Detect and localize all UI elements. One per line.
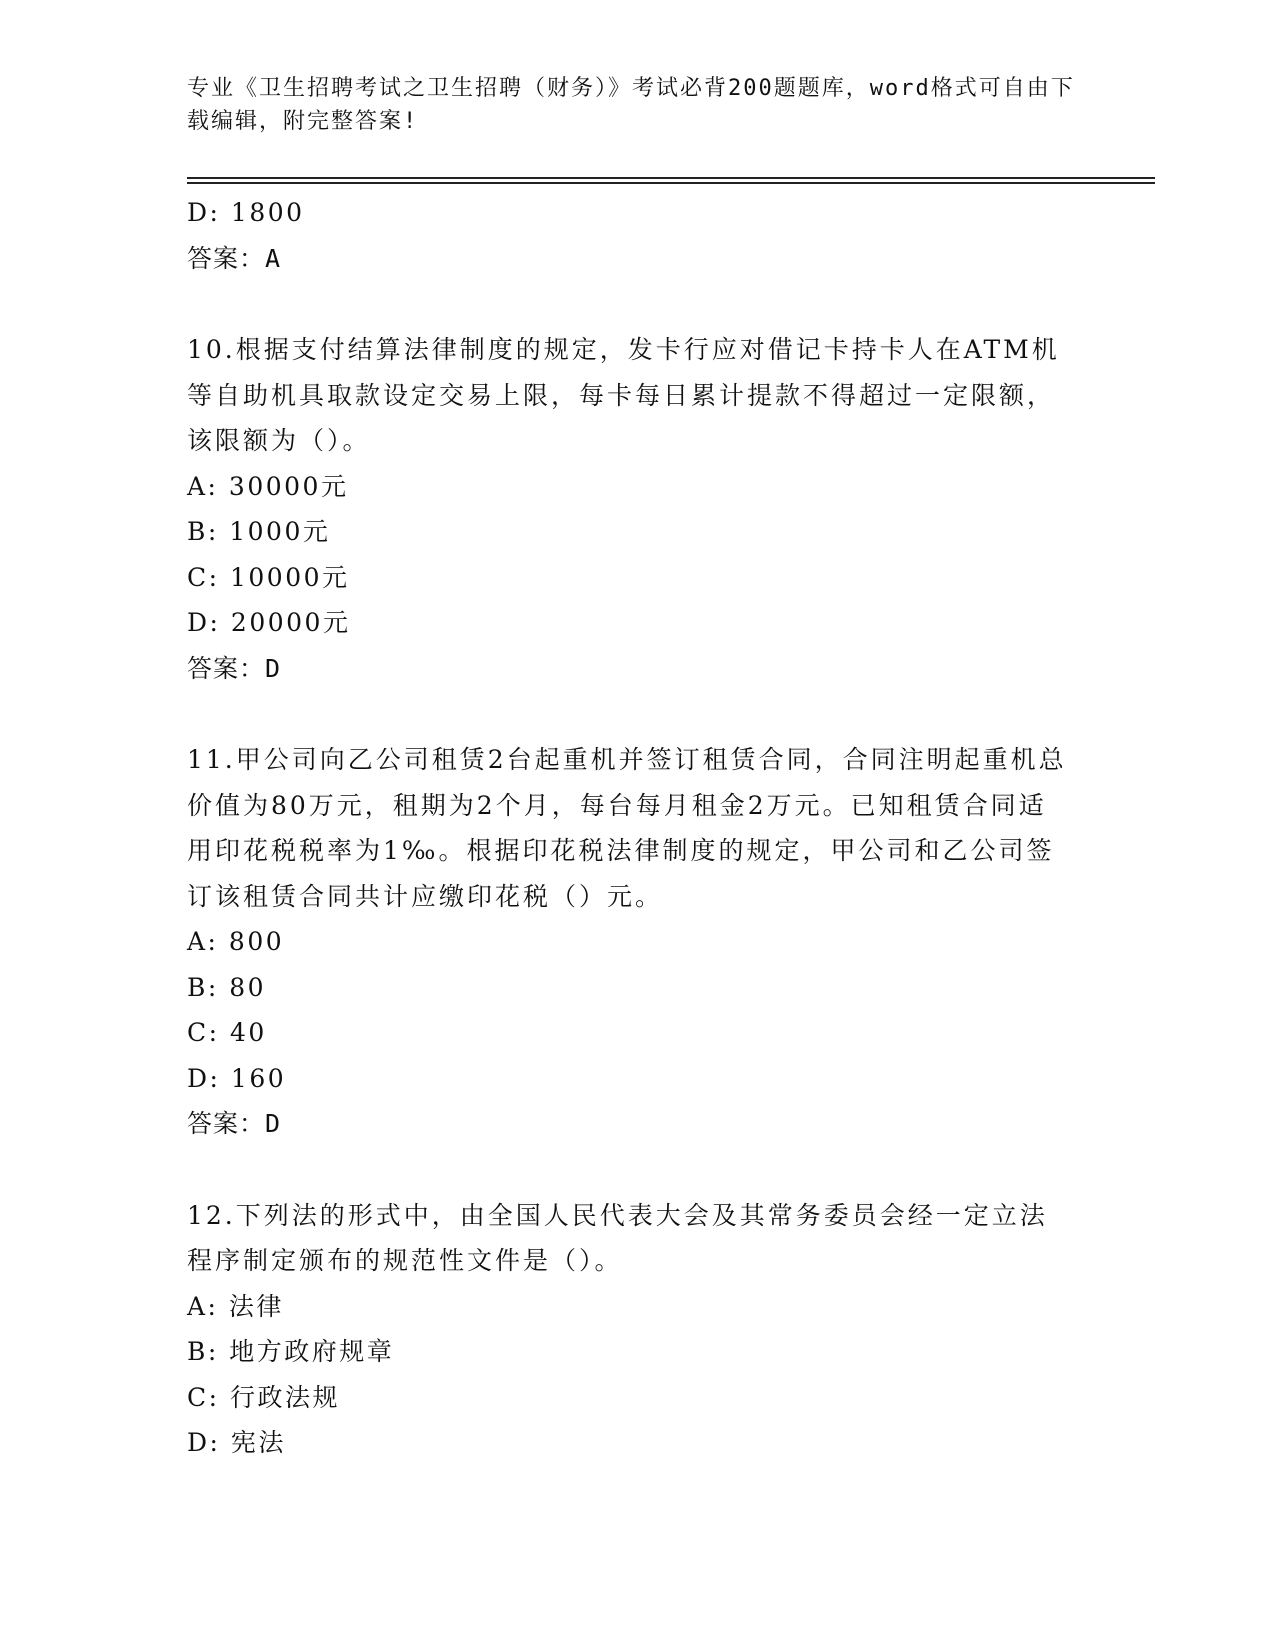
header-divider — [187, 177, 1155, 179]
option-a: A: 800 — [187, 927, 285, 956]
option-b: B: 地方政府规章 — [187, 1337, 395, 1366]
question-10 — [187, 327, 1087, 691]
option-d: D: 160 — [187, 1063, 287, 1093]
answer: 答案：D — [187, 653, 282, 683]
page-header-title: 专业《卫生招聘考试之卫生招聘（财务）》考试必背200题题库，word格式可自由下载编辑，附完整答案! — [187, 76, 1075, 134]
option-c: C: 10000元 — [187, 562, 350, 592]
option-d: D: 20000元 — [187, 608, 351, 637]
prev-answer: 答案：A — [187, 243, 282, 273]
option-a: A: 30000元 — [187, 471, 349, 501]
question-11 — [187, 737, 1087, 1147]
question-text: 10.根据支付结算法律制度的规定，发卡行应对借记卡持卡人在ATM机等自助机具取款设定交易上限，每卡每日累计提款不得超过一定限额，该限额为（）。 — [187, 335, 1060, 455]
option-c: C: 行政法规 — [187, 1382, 340, 1412]
option-b: B: 80 — [187, 972, 267, 1002]
question-12 — [187, 1193, 1087, 1466]
option-c: C: 40 — [187, 1018, 267, 1047]
header-divider — [187, 182, 1155, 184]
question-text: 12.下列法的形式中，由全国人民代表大会及其常务委员会经一定立法程序制定颁布的规范性文件是（）。 — [187, 1200, 1048, 1275]
prev-option-d: D: 1800 — [187, 198, 305, 227]
option-b: B: 1000元 — [187, 517, 331, 546]
answer: 答案：D — [187, 1109, 282, 1138]
question-text: 11.甲公司向乙公司租赁2台起重机并签订租赁合同，合同注明起重机总价值为80万元，租期为2个月，每台每月租金2万元。已知租赁合同适用印花税税率为1‰。根据印花税法律制度的规定，甲公司和乙公司签订该租赁合同共计应缴印花税（）元。 — [187, 745, 1067, 911]
option-d: D: 宪法 — [187, 1428, 286, 1457]
option-a: A: 法律 — [187, 1291, 284, 1321]
document-body — [187, 190, 1087, 1466]
